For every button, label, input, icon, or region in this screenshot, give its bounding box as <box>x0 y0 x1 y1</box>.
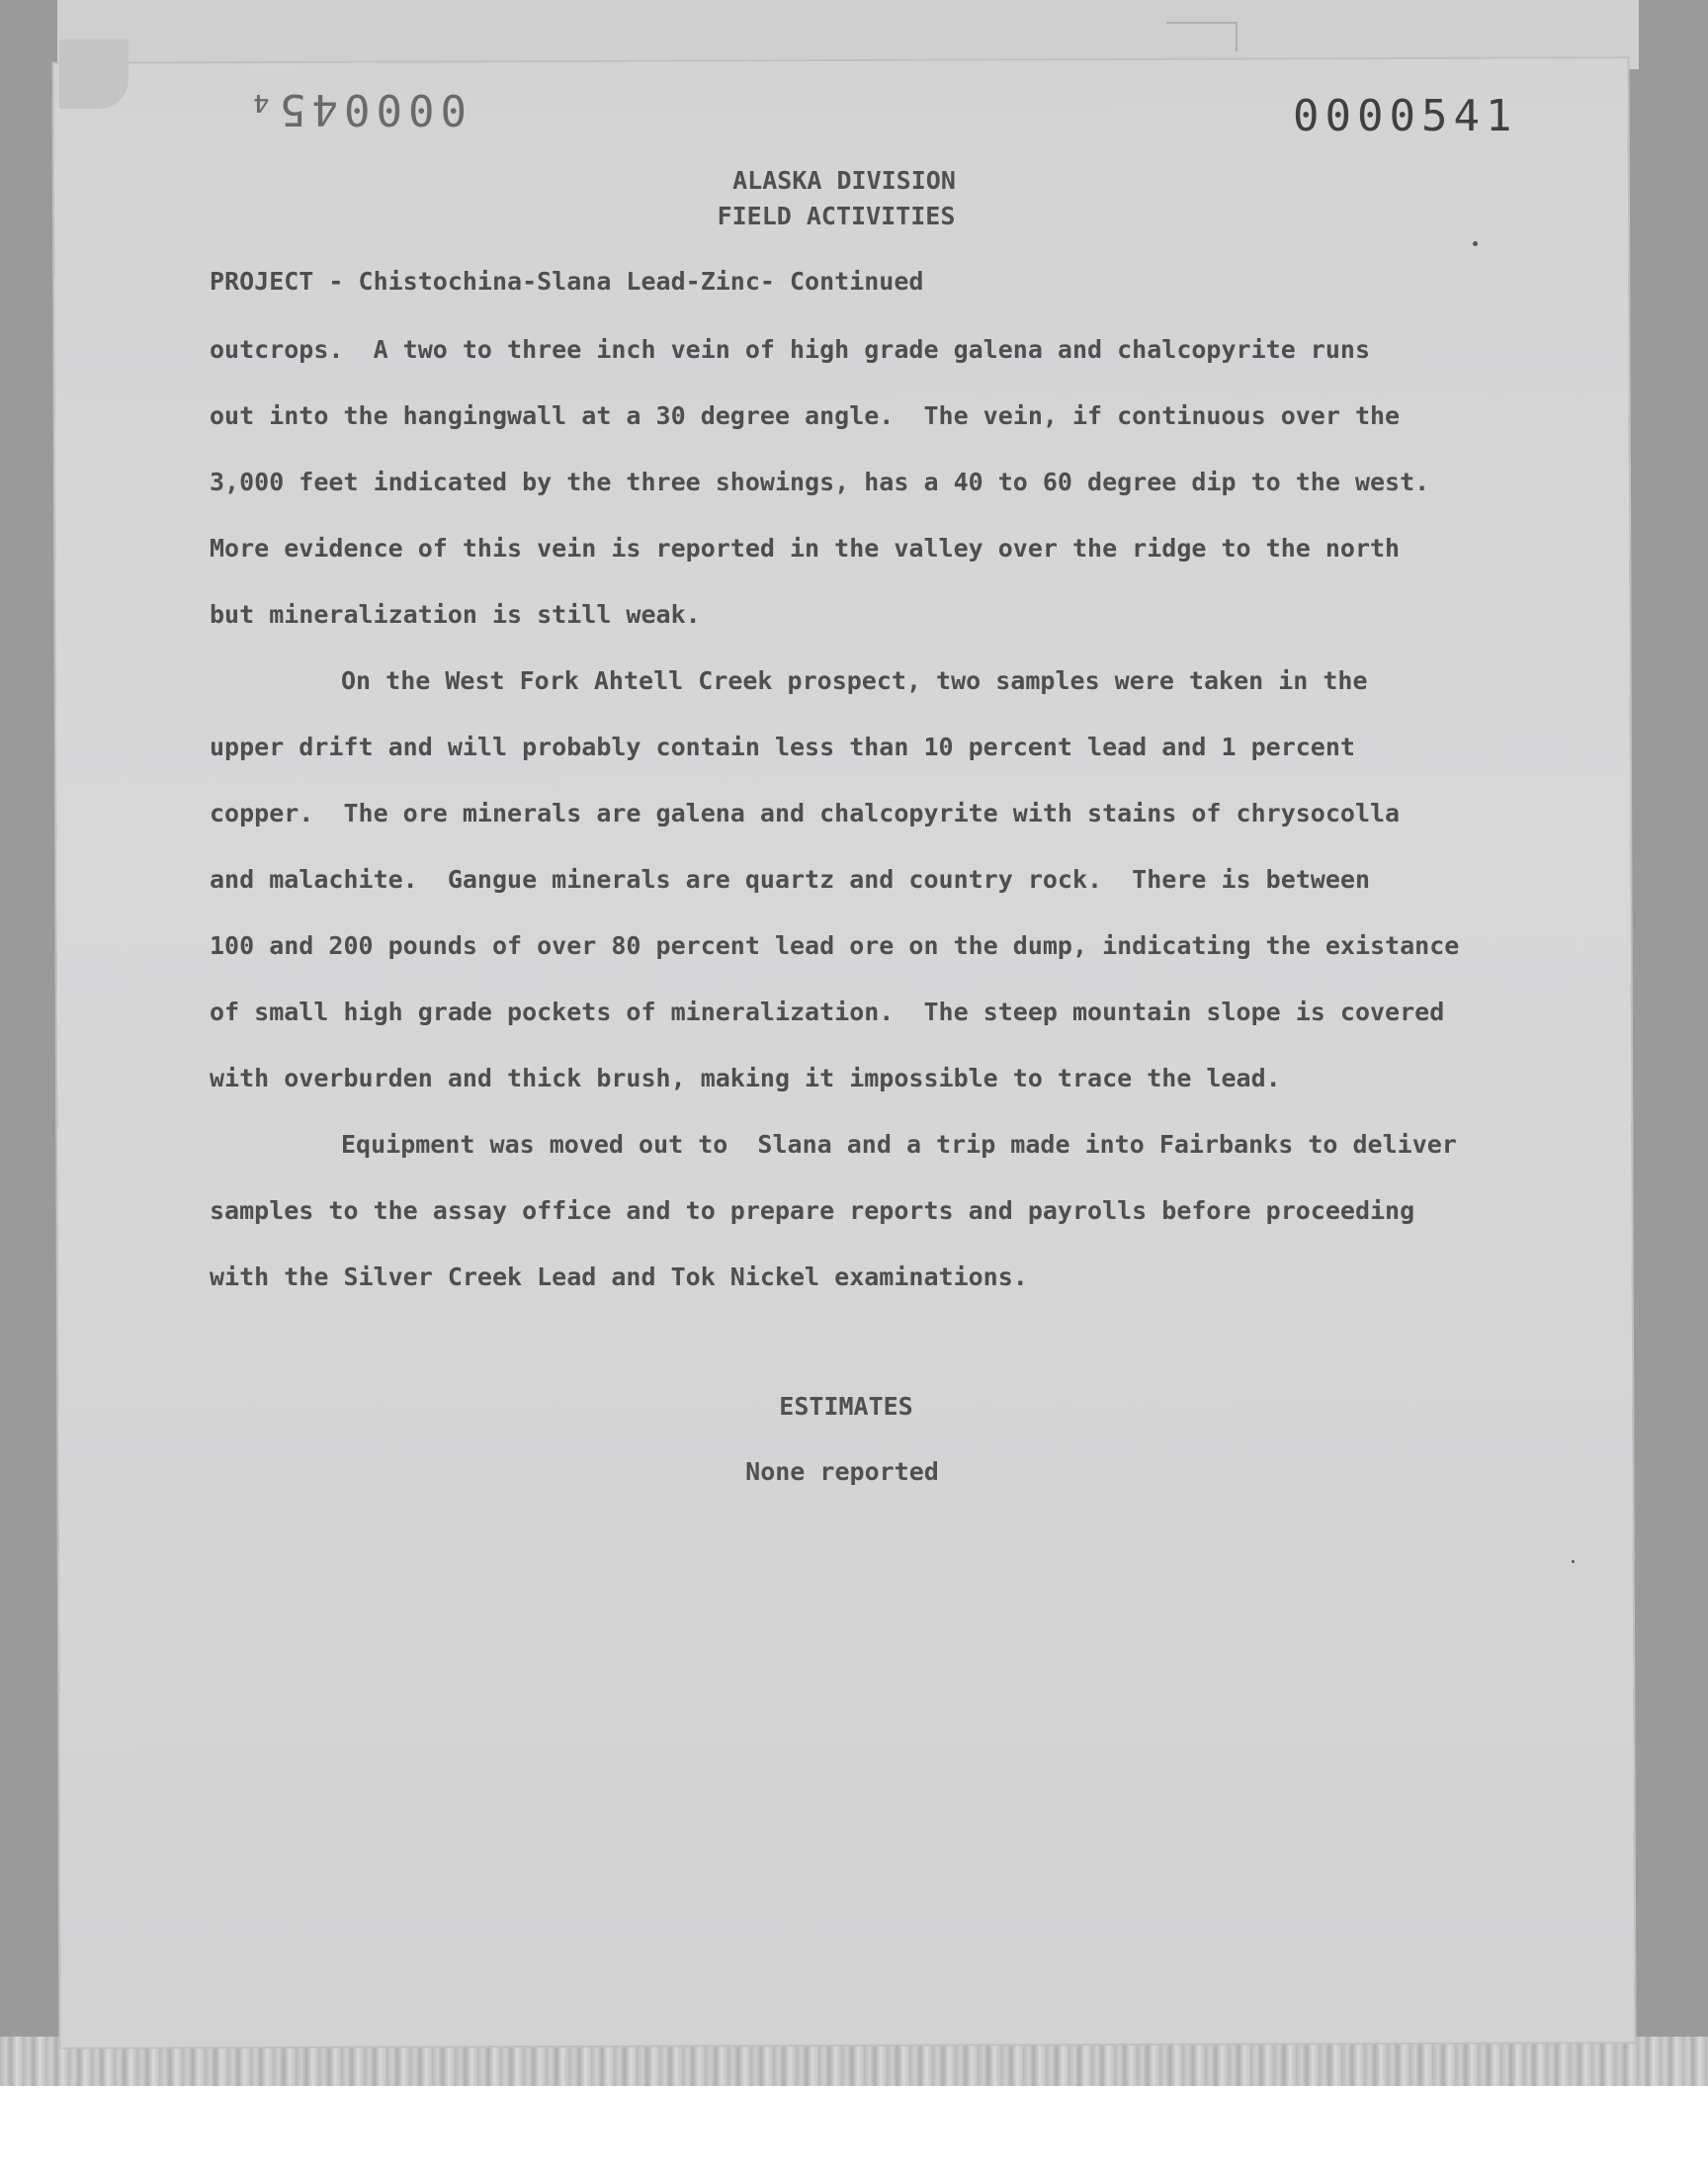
body-line: outcrops. A two to three inch vein of high grade galena and chalcopyrite runs <box>210 335 1370 364</box>
body-line: On the West Fork Ahtell Creek prospect, two samples were taken in the <box>341 666 1368 695</box>
body-line: Equipment was moved out to Slana and a trip made into Fairbanks to deliver <box>341 1130 1457 1159</box>
heading-division: ALASKA DIVISION <box>732 166 956 195</box>
paper-speck <box>1572 1560 1575 1563</box>
body-line: with the Silver Creek Lead and Tok Nickel examinations. <box>210 1262 1028 1291</box>
estimates-heading: ESTIMATES <box>779 1392 913 1421</box>
body-line: and malachite. Gangue minerals are quartz and country rock. There is between <box>210 865 1370 894</box>
page-corner-fold <box>59 40 128 109</box>
heading-field-activities: FIELD ACTIVITIES <box>717 202 956 230</box>
project-line: PROJECT - Chistochina-Slana Lead-Zinc- Continued <box>210 267 924 296</box>
body-line: out into the hangingwall at a 30 degree angle. The vein, if continuous over the <box>210 401 1401 430</box>
document-number-right: 0000541 <box>1293 91 1518 141</box>
pencil-mark <box>1166 22 1238 51</box>
body-line: upper drift and will probably contain less than 10 percent lead and 1 percent <box>210 733 1355 761</box>
report-body <box>210 330 1613 1324</box>
body-line: samples to the assay office and to prepare reports and payrolls before proceeding <box>210 1196 1415 1225</box>
estimates-value: None reported <box>745 1457 939 1486</box>
body-line: but mineralization is still weak. <box>210 600 701 629</box>
body-line: of small high grade pockets of mineralization. The steep mountain slope is covered <box>210 998 1445 1026</box>
document-number-left: 000045₄ <box>241 84 467 134</box>
body-line: More evidence of this vein is reported in the valley over the ridge to the north <box>210 534 1401 563</box>
paper-speck <box>1473 241 1478 246</box>
body-line: copper. The ore minerals are galena and chalcopyrite with stains of chrysocolla <box>210 799 1401 827</box>
body-line: 100 and 200 pounds of over 80 percent lead ore on the dump, indicating the existance <box>210 931 1460 960</box>
body-line: with overburden and thick brush, making it impossible to trace the lead. <box>210 1064 1281 1092</box>
body-line: 3,000 feet indicated by the three showings, has a 40 to 60 degree dip to the west. <box>210 468 1430 496</box>
